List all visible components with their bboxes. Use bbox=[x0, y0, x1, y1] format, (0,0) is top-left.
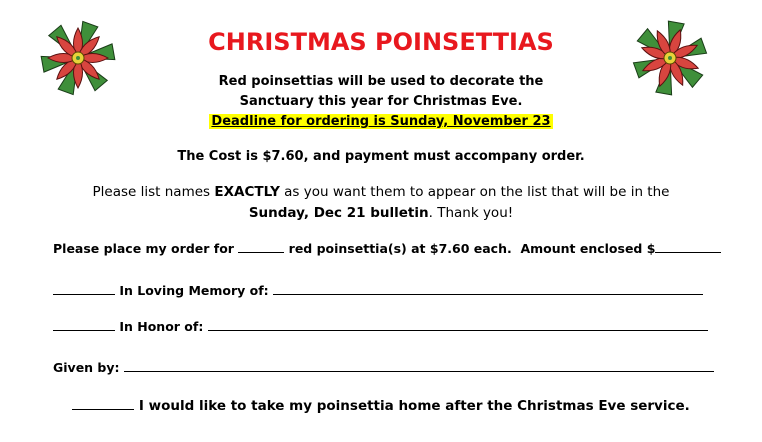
intro-line-1: Red poinsettias will be used to decorate the bbox=[218, 74, 544, 89]
intro-text bbox=[0, 72, 762, 132]
instructions-exactly: EXACTLY bbox=[214, 184, 280, 200]
instructions bbox=[0, 182, 762, 224]
honor-label: In Honor of: bbox=[115, 319, 208, 334]
order-label-1: Please place my order for bbox=[53, 241, 239, 256]
memory-line bbox=[53, 282, 703, 298]
honor-quantity-blank[interactable] bbox=[53, 318, 115, 331]
memory-label: In Loving Memory of: bbox=[115, 283, 274, 298]
page-title: CHRISTMAS POINSETTIAS bbox=[208, 28, 554, 56]
honor-line bbox=[53, 318, 708, 334]
memory-quantity-blank[interactable] bbox=[53, 282, 115, 295]
take-home-blank[interactable] bbox=[72, 397, 134, 410]
take-home-label: I would like to take my poinsettia home after the Christmas Eve service. bbox=[134, 398, 690, 414]
instructions-bulletin: Sunday, Dec 21 bulletin bbox=[248, 205, 429, 221]
given-by-label: Given by: bbox=[53, 360, 124, 375]
instructions-part-2: as you want them to appear on the list that will be in the bbox=[279, 184, 670, 200]
honor-name-blank[interactable] bbox=[208, 318, 708, 331]
instructions-part-3: . Thank you! bbox=[428, 205, 514, 221]
given-by-blank[interactable] bbox=[124, 359, 714, 372]
order-line bbox=[53, 240, 721, 256]
take-home-line bbox=[0, 397, 762, 414]
given-by-line bbox=[53, 359, 714, 375]
memory-name-blank[interactable] bbox=[273, 282, 703, 295]
deadline-notice: Deadline for ordering is Sunday, November 23 bbox=[211, 114, 551, 129]
order-label-2: red poinsettia(s) at $7.60 each. Amount enclosed $ bbox=[284, 241, 656, 256]
quantity-blank[interactable] bbox=[238, 240, 284, 253]
cost-notice: The Cost is $7.60, and payment must accompany order. bbox=[177, 149, 585, 164]
amount-blank[interactable] bbox=[655, 240, 721, 253]
intro-line-2: Sanctuary this year for Christmas Eve. bbox=[239, 94, 523, 109]
instructions-part-1: Please list names bbox=[92, 184, 215, 200]
